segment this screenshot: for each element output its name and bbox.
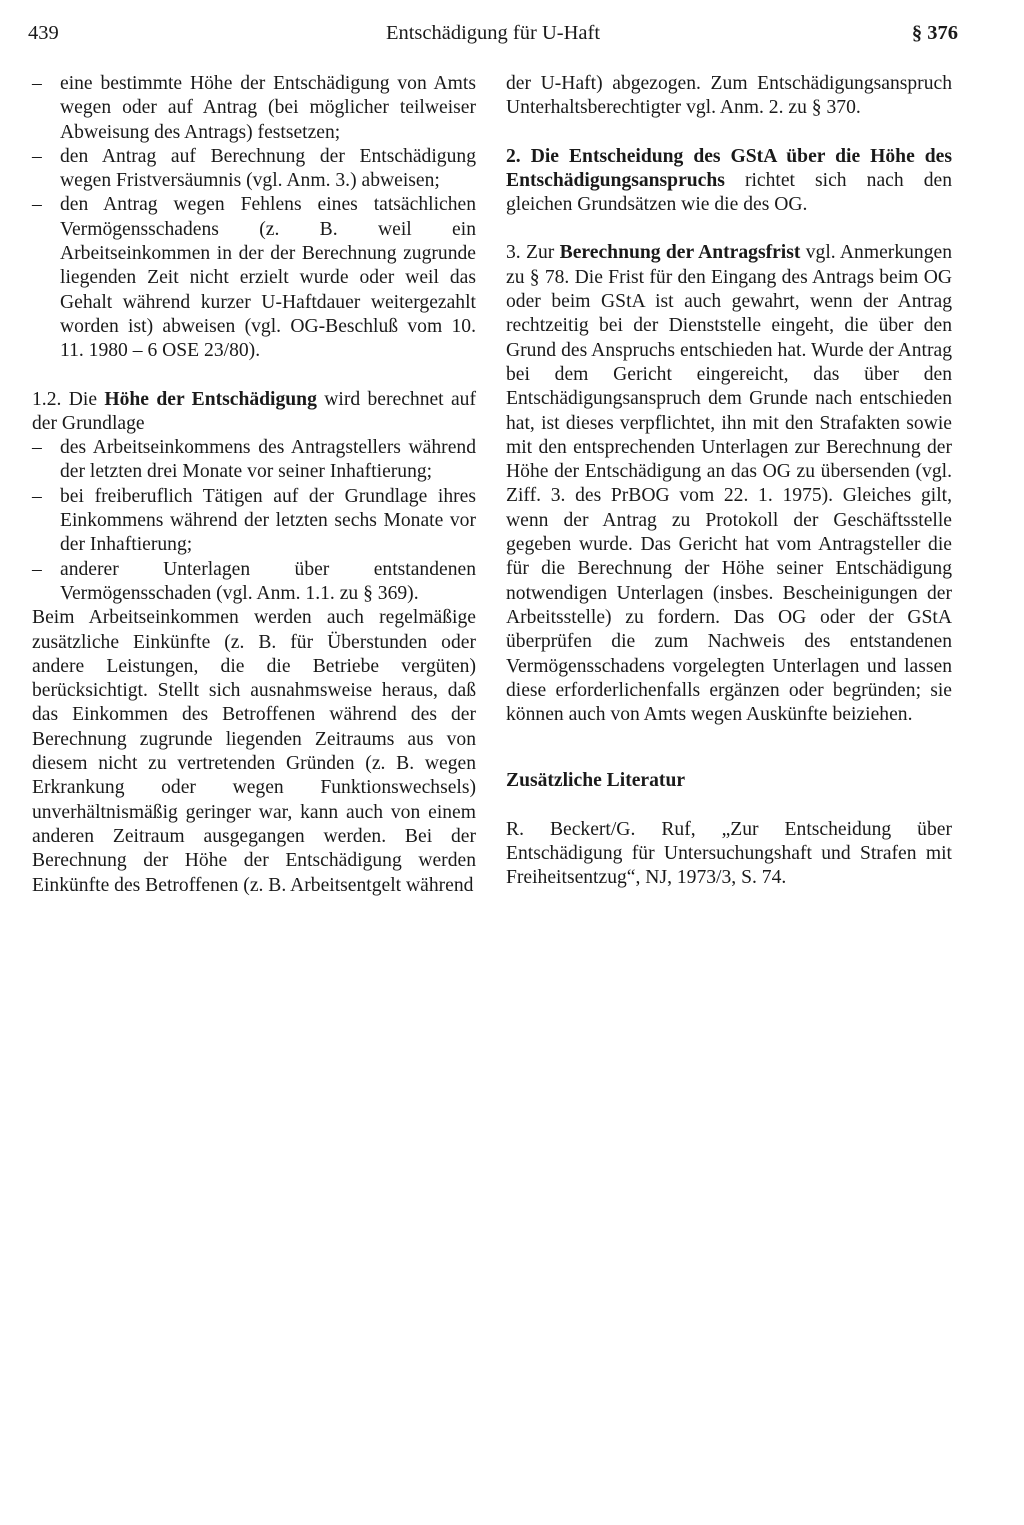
list-item: – anderer Unterlagen über entstandenen Vermögensschaden (vgl. Anm. 1.1. zu § 369).: [32, 558, 476, 607]
paragraph-1-2: 1.2. Die Höhe der Entschädigung wird berechnet auf der Grundlage: [32, 388, 476, 434]
list-item: – des Arbeitseinkommens des Antragstellers während der letzten drei Monate vor seiner Inhaftierung;: [32, 436, 476, 485]
section-number: § 376: [911, 22, 958, 44]
bold-term: Berechnung der Antragsfrist: [559, 242, 801, 264]
paragraph-arbeitseinkommen: Beim Arbeitseinkommen werden auch regelmäßige zusätzliche Einkünfte (z. B. für Überstunden oder andere Leistungen, die die Betriebe vergüten) berücksichtigt. Stellt sich ausnahmsweise heraus, daß das Einkommen des Betroffenen während des der Berechnung zugrunde liegenden Zeitraums aus von diesem nicht zu vertretenden Gründen (z. B. wegen Erkrankung oder wegen Funktionswechsels) unverhältnismäßig geringer war, kann auch von einem anderen Zeitraum ausgegangen werden. Bei der Berechnung der Höhe der Entschädigung werden Einkünfte des Betroffenen (z. B. Arbeitsentgelt während: [32, 607, 476, 896]
list-item: – den Antrag wegen Fehlens eines tatsächlichen Vermögensschadens (z. B. weil ein Arbeitseinkommen in der der Berechnung zugrunde liegenden Zeit nicht erzielt wurde oder weil das Gehalt während kurzer U-Haftdauer weitergezahlt worden ist) abweisen (vgl. OG-Beschluß vom 10. 11. 1980 – 6 OSE 23/80).: [32, 193, 476, 363]
left-column: [32, 72, 476, 898]
paragraph-number: 3.: [506, 242, 521, 264]
paragraph-number: 1.2.: [32, 388, 62, 410]
list-item: – bei freiberuflich Tätigen auf der Grundlage ihres Einkommens während der letzten sechs Monate vor der Inhaftierung;: [32, 485, 476, 558]
literature-heading: Zusätzliche Literatur: [506, 770, 686, 792]
page-number: 439: [28, 22, 59, 44]
bold-term: Höhe der Entschädigung: [104, 388, 317, 410]
running-title: Entschädigung für U-Haft: [385, 22, 601, 44]
paragraph-2: 2. Die Entscheidung des GStA über die Höhe des Entschädigungsanspruchs richtet sich nach den gleichen Grundsätzen wie die des OG.: [506, 145, 952, 216]
paragraph-number: 2.: [506, 145, 521, 167]
paragraph-continued: der U-Haft) abgezogen. Zum Entschädigungsanspruch Unterhaltsberechtigter vgl. Anm. 2. zu § 370.: [506, 73, 952, 119]
list-item: – eine bestimmte Höhe der Entschädigung von Amts wegen oder auf Antrag (bei möglicher teilweiser Abweisung des Antrags) festsetzen;: [32, 72, 476, 145]
page-header: [28, 22, 958, 56]
bold-term: Die Entscheidung des GStA über die Höhe des Entschädigungsanspruchs: [506, 145, 952, 191]
right-column: [506, 72, 952, 891]
literature-reference: R. Beckert/G. Ruf, „Zur Entscheidung über Entschädigung für Untersuchungshaft und Strafen mit Freiheitsentzug“, NJ, 1973/3, S. 74.: [506, 818, 952, 889]
list-item: – den Antrag auf Berechnung der Entschädigung wegen Fristversäumnis (vgl. Anm. 3.) abweisen;: [32, 145, 476, 194]
paragraph-3: 3. Zur Berechnung der Antragsfrist vgl. Anmerkungen zu § 78. Die Frist für den Eingang des Antrags beim OG oder beim GStA ist auch gewahrt, wenn der Antrag rechtzeitig bei der Dienststelle eingeht, die über den Grund des Anspruchs entschieden hat. Wurde der Antrag bei dem Gericht eingereicht, das über den Entschädigungsanspruch dem Grunde nach entschieden hat, ist dieses verpflichtet, ihn mit den Strafakten sowie mit den entsprechenden Unterlagen zur Berechnung der Höhe der Entschädigung an das OG zu übersenden (vgl. Ziff. 3. des PrBOG vom 22. 1. 1975). Gleiches gilt, wenn der Antrag zu Protokoll der Geschäftsstelle gegeben wurde. Das Gericht hat vom Antragsteller die für die Berechnung der Höhe seiner Entschädigung notwendigen Unterlagen (insbes. Bescheinigungen der Arbeitsstelle) zu fordern. Das OG oder der GStA überprüfen die zum Nachweis des entstandenen Vermögensschadens vorgelegten Unterlagen und lassen diese erforderlichenfalls ergänzen oder begründen; sie können auch von Amts wegen Auskünfte beiziehen.: [506, 242, 953, 726]
